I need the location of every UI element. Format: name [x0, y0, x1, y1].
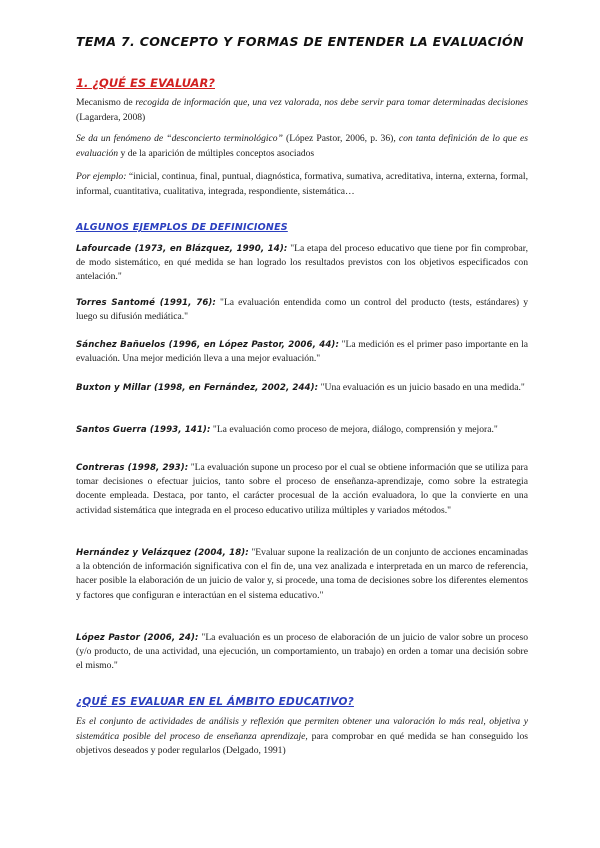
definition-item — [76, 631, 528, 674]
text-run: “inicial, continua, final, puntual, diagnóstica, formativa, sumativa, acreditativa, interna, externa, formal, informal, cuantitativa, cualitativa, integrada, respondiente, sistemática… — [76, 171, 528, 197]
definition-item — [76, 242, 528, 285]
definition-text: "Una evaluación es un juicio basado en una medida." — [318, 382, 525, 393]
definition-item — [76, 296, 528, 324]
section-heading-que-es-evaluar: 1. ¿QUÉ ES EVALUAR? — [76, 76, 215, 90]
definition-author: Buxton y Millar (1998, en Fernández, 2002, 244): — [76, 383, 319, 393]
example-terms-paragraph — [76, 170, 528, 199]
section-heading-ejemplos: ALGUNOS EJEMPLOS DE DEFINICIONES — [76, 222, 288, 233]
italic-text-run: Se da un fenómeno de “desconcierto terminológico” — [76, 133, 283, 144]
definition-text: "La evaluación es un proceso de elaboración de un juicio de valor sobre un proceso (y/o producto, de una actividad, una ejecución, un comportamiento, un trabajo) en orden a tomar una decisión sobre el mismo." — [76, 632, 528, 672]
italic-text-run: recogida de información que, una vez valorada, nos debe servir para tomar determinadas decisiones — [135, 97, 528, 108]
definition-item — [76, 338, 528, 366]
definition-author: Lafourcade (1973, en Blázquez, 1990, 14): — [76, 244, 288, 254]
definition-paragraph — [76, 96, 528, 125]
definition-author: López Pastor (2006, 24): — [76, 633, 199, 643]
page-title: TEMA 7. CONCEPTO Y FORMAS DE ENTENDER LA EVALUACIÓN — [76, 34, 524, 49]
definition-text: "La evaluación entendida como un control del producto (tests, estándares) y luego su difusión mediática." — [76, 297, 528, 323]
educational-definition-paragraph — [76, 715, 528, 759]
text-run: para comprobar en qué medida se han conseguido los objetivos deseados y poder regularlos (Delgado, 1991) — [76, 730, 528, 757]
definition-item — [76, 546, 528, 603]
definition-text: "La medición es el primer paso importante en la evaluación. Una mejor medición lleva a una mejor evaluación." — [76, 339, 528, 365]
section-heading-ambito-educativo: ¿QUÉ ES EVALUAR EN EL ÁMBITO EDUCATIVO? — [76, 696, 354, 708]
definition-item — [76, 423, 528, 437]
citation-text: (López Pastor, 2006, p. 36) — [282, 133, 394, 144]
definition-author: Contreras (1998, 293): — [76, 463, 189, 473]
definition-author: Sánchez Bañuelos (1996, en López Pastor, 2006, 44): — [76, 340, 340, 350]
text-run: y de la aparición de múltiples conceptos asociados — [118, 147, 315, 159]
italic-text-run: , con tanta definición de lo que es evaluación — [76, 133, 528, 159]
text-run: Mecanismo de — [76, 97, 136, 108]
definition-text: "La evaluación supone un proceso por el cual se obtiene información que se utiliza para tomar decisiones o efectuar juicios, tanto sobre el proceso de enseñanza-aprendizaje, como sobre la estrategia docente empleada. Destaca, por tanto, el carácter procesual de la acción evaluadora, lo que la convierte en una actividad sistemática que integrada en el proceso educativo utiliza múltiples y variados métodos." — [76, 462, 528, 516]
example-label: Por ejemplo: — [76, 171, 127, 182]
definition-author: Hernández y Velázquez (2004, 18): — [76, 548, 249, 558]
definition-text: "Evaluar supone la realización de un conjunto de acciones encaminadas a la obtención de información significativa con el fin de, una vez analizada e interpretada en un marco de referencia, hacer posible la elaboración de un juicio de valor y, si procede, una toma de decisiones sobre los diferentes elementos y factores que configuran e interactúan en el sistema educativo." — [76, 547, 528, 601]
terminology-paragraph — [76, 132, 528, 161]
definition-text: "La evaluación como proceso de mejora, diálogo, comprensión y mejora." — [210, 424, 498, 435]
definition-item — [76, 461, 528, 518]
definition-text: "La etapa del proceso educativo que tiene por fin comprobar, de modo sistemático, en qué medida se han logrado los resultados previstos con los objetivos especificados con antelación." — [76, 243, 528, 283]
italic-text-run: Es el conjunto de actividades de análisis y reflexión que permiten obtener una valoración lo más real, objetiva y sistemática posible del proceso de enseñanza aprendizaje, — [76, 716, 528, 742]
definition-author: Torres Santomé (1991, 76): — [76, 298, 216, 308]
definition-author: Santos Guerra (1993, 141): — [76, 425, 211, 435]
definition-item — [76, 381, 528, 395]
citation-text: (Lagardera, 2008) — [76, 111, 146, 123]
